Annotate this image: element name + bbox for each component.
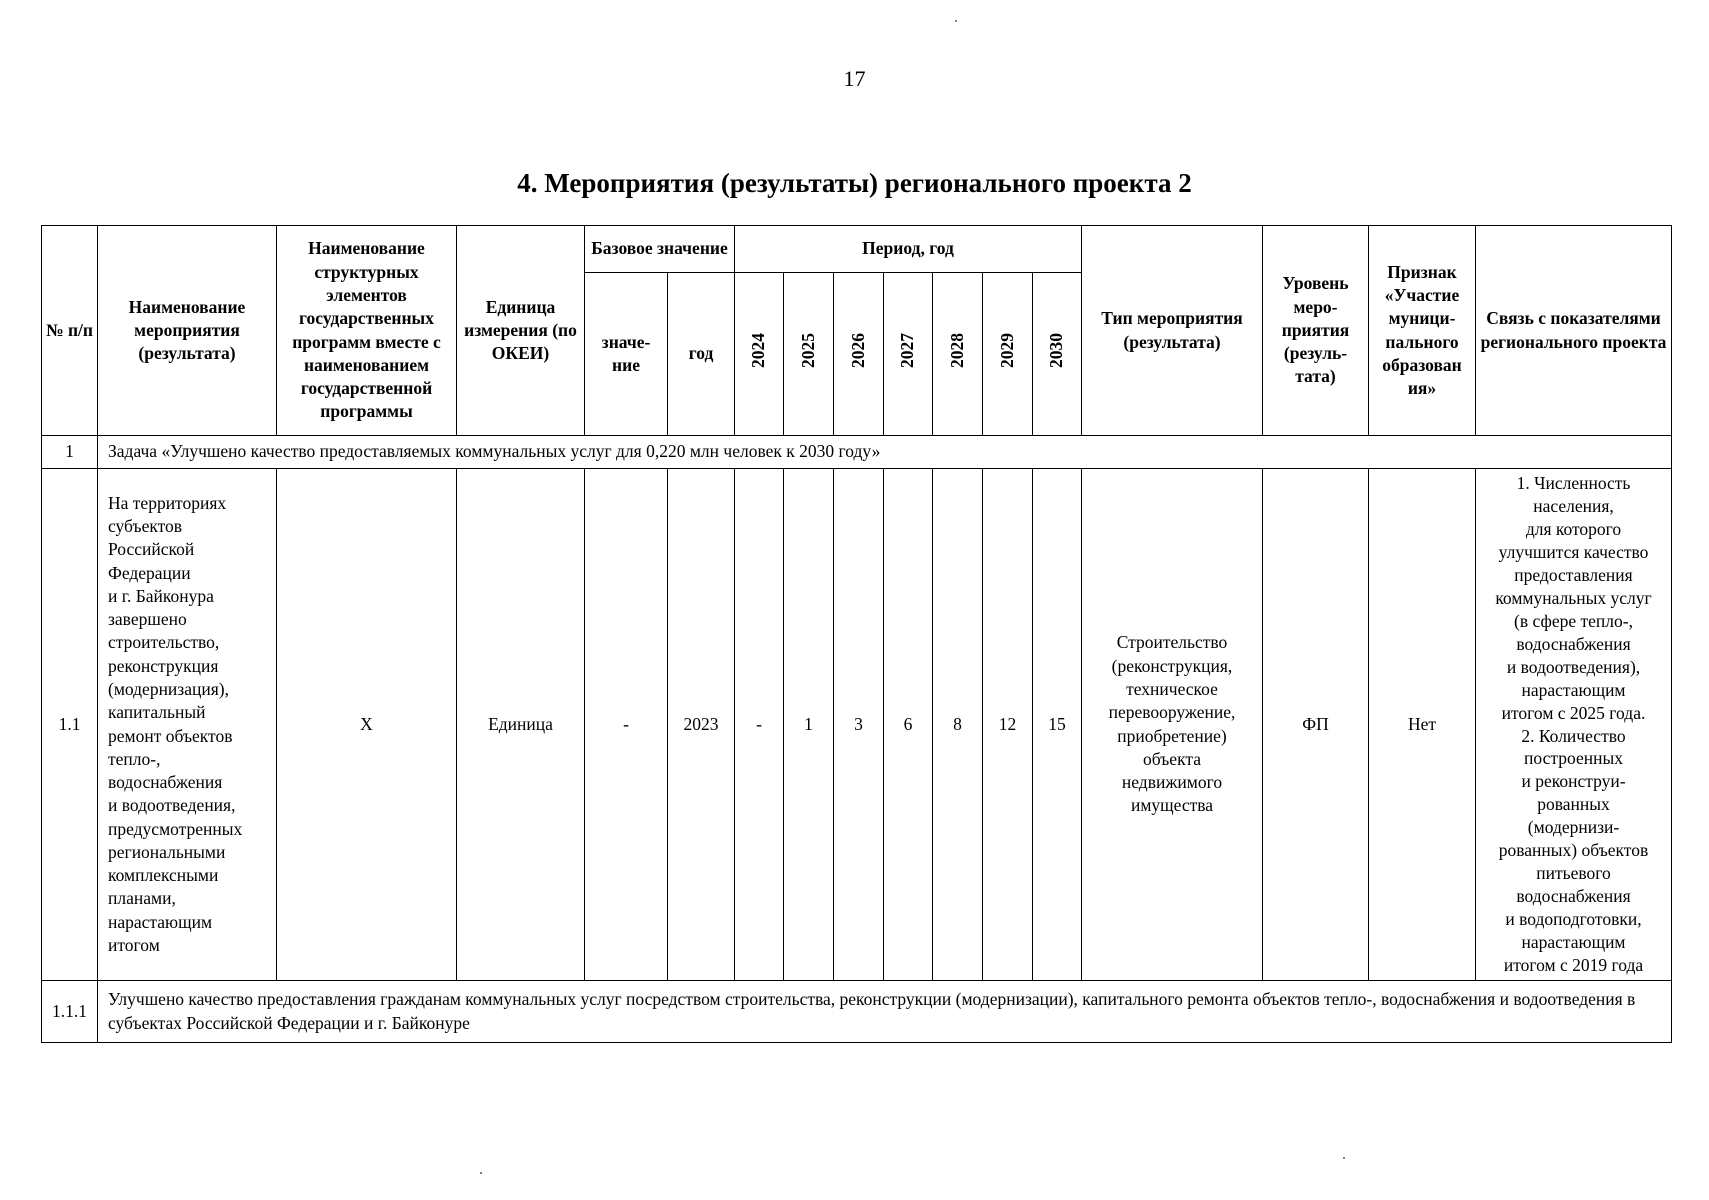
header-level: Уровень меро-приятия (резуль-тата) xyxy=(1263,226,1369,436)
header-base-year: год xyxy=(668,273,735,436)
item-base-year: 2023 xyxy=(668,469,735,981)
header-structural: Наименование структурных элементов государственных программ вместе с наименованием государственной программы xyxy=(277,226,457,436)
header-name: Наименование мероприятия (результата) xyxy=(98,226,277,436)
header-period: Период, год xyxy=(735,226,1082,273)
header-type: Тип мероприятия (результата) xyxy=(1082,226,1263,436)
header-base: Базовое значение xyxy=(585,226,735,273)
item-num: 1.1 xyxy=(42,469,98,981)
scan-speck xyxy=(480,1172,482,1174)
header-municipal: Признак «Участие муници-пального образован ия» xyxy=(1369,226,1476,436)
item-year-2027: 6 xyxy=(884,469,933,981)
header-unit: Единица измерения (по ОКЕИ) xyxy=(457,226,585,436)
item-row xyxy=(42,469,1672,981)
item-type: Строительство (реконструкция, техническое перевооружение, приобретение) объекта недвижимого имущества xyxy=(1082,469,1263,981)
item-municipal: Нет xyxy=(1369,469,1476,981)
header-year-2026: 2026 xyxy=(834,273,884,436)
item-year-2030: 15 xyxy=(1033,469,1082,981)
header-year-2024: 2024 xyxy=(735,273,784,436)
header-year-2030: 2030 xyxy=(1033,273,1082,436)
page-number: 17 xyxy=(843,66,866,91)
item-year-2024: - xyxy=(735,469,784,981)
item-name-lines: На территориях субъектов Российской Федерации и г. Байконура завершено строительство, реконструкция (модернизация), капитальный ремонт объектов тепло-, водоснабжения и водоотведения, предусмотренных региональными комплексными планами, нарастающим итогом xyxy=(108,492,243,955)
item-base-value: - xyxy=(585,469,668,981)
item-unit: Единица xyxy=(457,469,585,981)
header-num: № п/п xyxy=(42,226,98,436)
item-year-2025: 1 xyxy=(784,469,834,981)
result-text: Улучшено качество предоставления гражданам коммунальных услуг посредством строительства, реконструкции (модернизации), капитального ремонта объектов тепло-, водоснабжения и водоотведения в субъектах Российской Федерации и г. Байконуре xyxy=(98,981,1672,1043)
task-num: 1 xyxy=(42,436,98,469)
header-year-2029: 2029 xyxy=(983,273,1033,436)
item-level: ФП xyxy=(1263,469,1369,981)
header-link: Связь с показателями регионального проекта xyxy=(1476,226,1672,436)
header-year-2028: 2028 xyxy=(933,273,983,436)
header-base-value: значе-ние xyxy=(585,273,668,436)
measures-table xyxy=(41,225,1672,1043)
result-row xyxy=(42,981,1672,1043)
task-text: Задача «Улучшено качество предоставляемых коммунальных услуг для 0,220 млн человек к 2030 году» xyxy=(98,436,1672,469)
item-structural: Х xyxy=(277,469,457,981)
header-year-2027: 2027 xyxy=(884,273,933,436)
item-year-2026: 3 xyxy=(834,469,884,981)
document-title: 4. Мероприятия (результаты) регионального проекта 2 xyxy=(517,168,1192,198)
item-link: 1. Численность населения, для которого улучшится качество предоставления коммунальных услуг (в сфере тепло-, водоснабжения и водоотведения), нарастающим итогом с 2025 года. 2. Количество построенных и реконструи- рованных (модернизи- рованных) объектов питьевого водоснабжения и водоподготовки, нарастающим итогом с 2019 года xyxy=(1476,469,1672,981)
item-name xyxy=(98,469,277,981)
task-row xyxy=(42,436,1672,469)
scan-speck xyxy=(955,20,957,22)
item-year-2029: 12 xyxy=(983,469,1033,981)
scan-speck xyxy=(1343,1157,1345,1159)
item-year-2028: 8 xyxy=(933,469,983,981)
header-year-2025: 2025 xyxy=(784,273,834,436)
result-num: 1.1.1 xyxy=(42,981,98,1043)
